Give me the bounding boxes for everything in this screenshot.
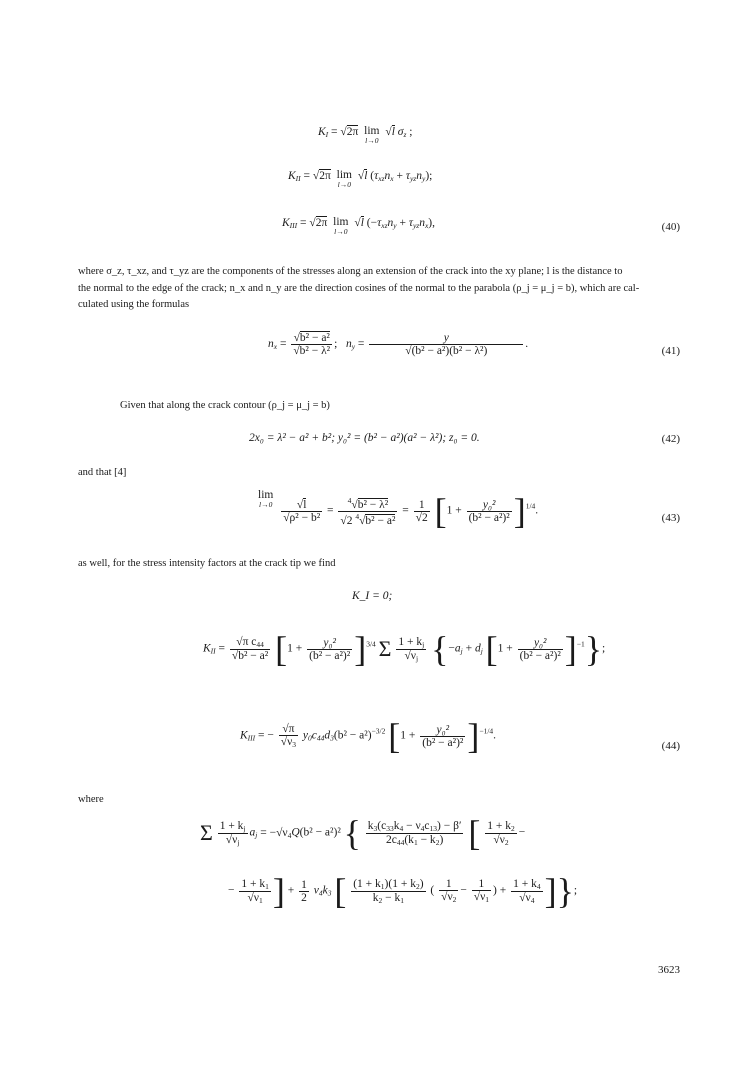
equation-44-KIII: $K_{III}$ = − $\frac{√\pi}{√\nu_3}$ $y_0c_{44}d_3(b^2 - a^2)^{-3/2}$ [1 + $\frac{\text{y₀²}}{\text{(b² − a²)²}}$ ]$^{-1/4}$.: [240, 716, 497, 756]
paragraph-stress-components-line-1: where σ_z, τ_xz, and τ_yz are the components of the stresses along an extension of the crack into the xy plane; l is the distance to: [78, 266, 623, 277]
paragraph-stress-components-line-3: culated using the formulas: [78, 299, 190, 310]
equation-40-line-2: $K_{II} = √2\pi$ lim l→0 √l $(\tau_{xz}n_x + \tau_{yz}n_y)$;: [288, 169, 433, 189]
equation-42: 2x₀ = λ² − a² + b²; y₀² = (b² − a²)(a² − λ²); z₀ = 0.: [249, 432, 480, 444]
equation-44-KI: K_I = 0;: [352, 590, 393, 602]
equation-number-43: (43): [661, 512, 680, 524]
equation-43: lim l→0 $\frac{√l}{\text{√ρ² − b²}}$ = $\frac{^4√b^2 - \lambda^2}{√2 ^4√b^2 - a^2}$ = $\frac{1}{√2}$ [1 + $\frac{\text{y₀²}}{\text{(b² − a²)²}}$ ]$^{1/4}$.: [258, 489, 539, 531]
equation-41: $n_x$ = $\frac{\text{√b² − a²}}{\text{√b² − λ²}}$ ; $n_y$ = $\frac{y}{\text{√(b² − a²)(b² − λ²)}}$ .: [268, 332, 529, 357]
page-number: 3623: [658, 964, 680, 976]
equation-number-40: (40): [661, 221, 680, 233]
equation-40-line-3: $K_{III} = √2\pi$ lim l→0 √l $(-\tau_{xz}n_y + \tau_{yz}n_x)$,: [282, 216, 436, 236]
equation-40-line-1: $K_I = √2\pi$ lim l→0 √l $\sigma_z$ ;: [318, 125, 413, 145]
equation-number-41: (41): [661, 345, 680, 357]
equation-sum-a-j: Σ $\frac{1 + k_j}{√\nu_j}$ $a_j = -√\nu_4Q(b^2 - a^2)^2$ { $\frac{k_3(c_{33}k_4 - \nu_4c_{13}) - \beta'}{2c_{44}(k_1 - k_2)}$ [ $\frac{1 + k_2}{√\nu_2}$ −: [200, 813, 526, 853]
equation-number-42: (42): [661, 433, 680, 445]
paragraph-and-that: and that [4]: [78, 467, 127, 478]
paragraph-crack-contour: Given that along the crack contour (ρ_j = μ_j = b): [120, 400, 330, 411]
paragraph-stress-components-line-2: the normal to the edge of the crack; n_x and n_y are the direction cosines of the normal to the parabola (ρ_j = μ_j = b), which are cal-: [78, 283, 640, 294]
equation-44-KII: $K_{II}$ = $\frac{√\pi c_{44}}{\text{√b² − a²}}$ [1 + $\frac{\text{y₀²}}{\text{(b² − a²)²}}$ ]$^{3/4}$ Σ $\frac{1 + k_j}{√\nu_j}$ {$-a_j + d_j$ [1 + $\frac{\text{y₀²}}{\text{(b² − a²)²}}$ ]$^{-1}$};: [203, 629, 606, 669]
equation-sum-a-j-continued: − $\frac{1 + k_1}{√\nu_1}$ ] + $\frac{1}{2}$ $\nu_4k_3$ [ $\frac{(1 + k_1)(1 + k_2)}{k_2 - k_1}$ ( $\frac{1}{√\nu_2}$ − $\frac{1}{√\nu_1}$ ) + $\frac{1 + k_4}{√\nu_4}$ ]};: [228, 871, 578, 911]
paragraph-where: where: [78, 794, 104, 805]
paragraph-stress-intensity: as well, for the stress intensity factors at the crack tip we find: [78, 558, 336, 569]
equation-number-44: (44): [661, 740, 680, 752]
